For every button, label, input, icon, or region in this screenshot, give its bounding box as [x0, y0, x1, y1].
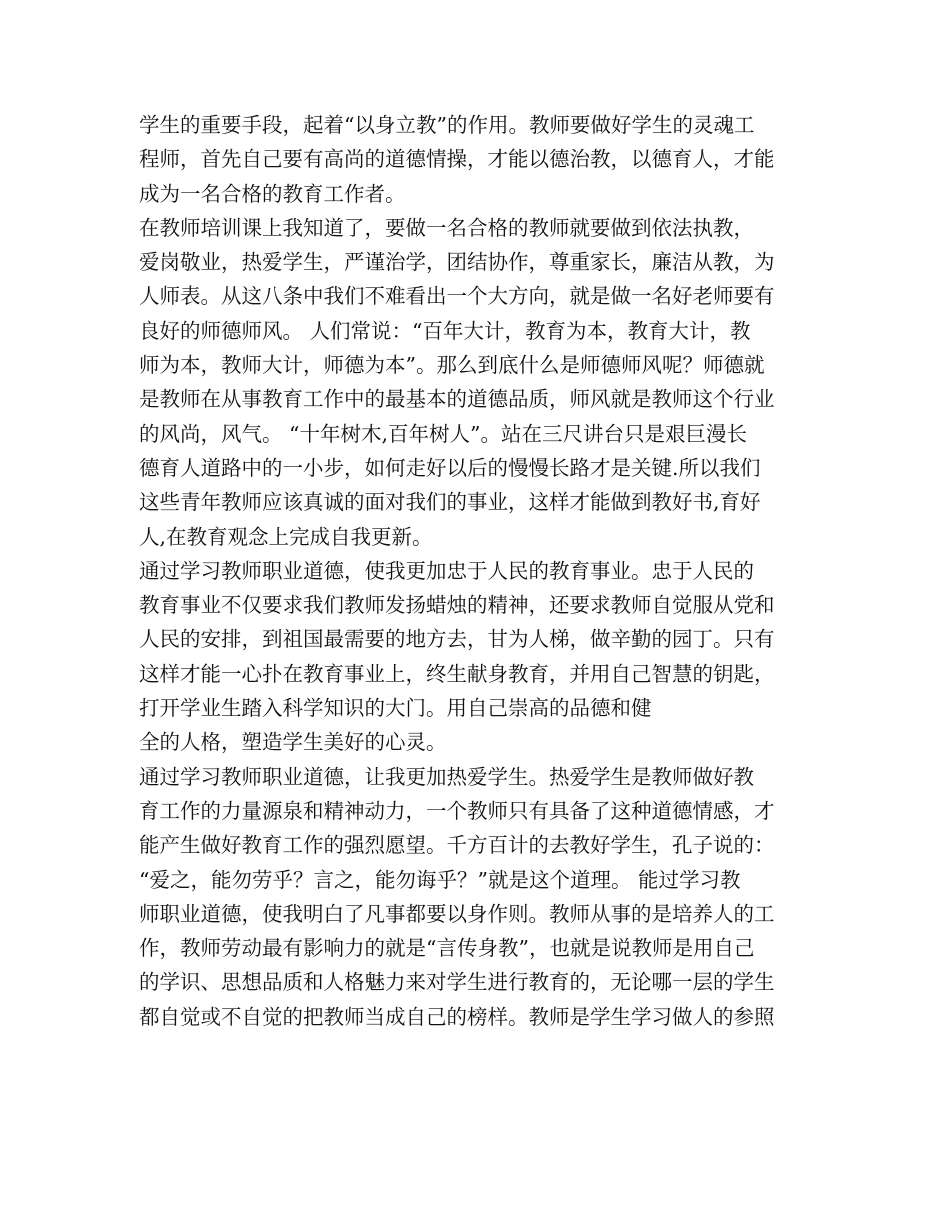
text-line: 打开学业生踏入科学知识的大门。用自己崇高的品德和健 — [139, 696, 652, 721]
document-body — [139, 108, 819, 1034]
text-line: 通过学习教师职业道德，使我更加忠于人民的教育事业。忠于人民的 — [139, 558, 754, 583]
text-line: 成为一名合格的教育工作者。 — [139, 181, 406, 206]
text-line: 师为本，教师大计，师德为本”。那么到底什么是师德师风呢？师德就 — [139, 353, 765, 378]
text-line: 人师表。从这八条中我们不难看出一个大方向，就是做一名好老师要有 — [139, 284, 775, 309]
text-line: 在教师培训课上我知道了，要做一名合格的教师就要做到依法执教， — [139, 215, 754, 240]
text-line: 通过学习教师职业道德，让我更加热爱学生。热爱学生是教师做好教 — [139, 764, 754, 789]
text-line: 这样才能一心扑在教育事业上，终生献身教育，并用自己智慧的钥匙， — [139, 661, 775, 686]
text-line: 是教师在从事教育工作中的最基本的道德品质，师风就是教师这个行业 — [139, 387, 775, 412]
text-line: 这些青年教师应该真诚的面对我们的事业，这样才能做到教好书,育好 — [139, 490, 761, 515]
text-line: 教育事业不仅要求我们教师发扬蜡烛的精神，还要求教师自觉服从党和 — [139, 593, 775, 618]
text-line: 都自觉或不自觉的把教师当成自己的榜样。教师是学生学习做人的参照 — [139, 1004, 775, 1029]
text-line: 能产生做好教育工作的强烈愿望。千方百计的去教好学生，孔子说的： — [139, 833, 775, 858]
text-line: 育工作的力量源泉和精神动力，一个教师只有具备了这种道德情感，才 — [139, 798, 775, 823]
text-line: 学生的重要手段，起着“以身立教”的作用。教师要做好学生的灵魂工 — [139, 113, 755, 137]
text-line: 良好的师德师风。 人们常说：“百年大计，教育为本，教育大计，教 — [139, 318, 751, 343]
text-line: 德育人道路中的一小步，如何走好以后的慢慢长路才是关键.所以我们 — [139, 455, 761, 480]
text-line: 的风尚，风气。 “十年树木,百年树人”。站在三尺讲台只是艰巨漫长 — [139, 421, 747, 446]
text-line: 程师，首先自己要有高尚的道德情操，才能以德治教，以德育人，才能 — [139, 147, 775, 172]
text-line: 的学识、思想品质和人格魅力来对学生进行教育的，无论哪一层的学生 — [139, 970, 775, 995]
text-line: 全的人格，塑造学生美好的心灵。 — [139, 730, 447, 755]
text-line: 师职业道德，使我明白了凡事都要以身作则。教师从事的是培养人的工 — [139, 901, 775, 926]
text-line: 作，教师劳动最有影响力的就是“言传身教”，也就是说教师是用自己 — [139, 936, 755, 961]
text-line: “爱之，能勿劳乎？言之，能勿诲乎？”就是这个道理。 能过学习教 — [139, 867, 741, 892]
text-line: 人,在教育观念上完成自我更新。 — [139, 524, 433, 549]
text-line: 人民的安排，到祖国最需要的地方去，甘为人梯，做辛勤的园丁。只有 — [139, 627, 775, 652]
text-line: 爱岗敬业，热爱学生，严谨治学，团结协作，尊重家长，廉洁从教，为 — [139, 250, 775, 275]
